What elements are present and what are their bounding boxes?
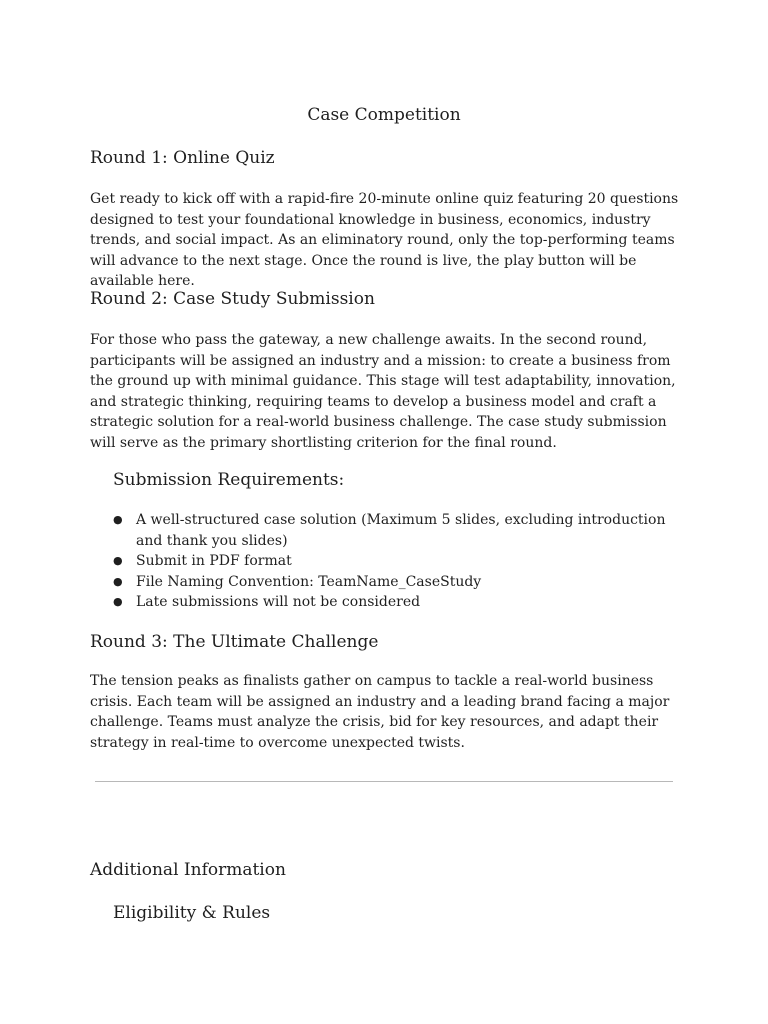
bullet-icon: ● [113,513,123,526]
list-item [112,551,682,572]
list-item [112,510,682,551]
submission-requirements-heading: Submission Requirements: [113,470,345,490]
list-item [112,572,682,593]
round-1-heading: Round 1: Online Quiz [90,148,275,168]
list-item-text: Late submissions will not be considered [136,594,421,610]
list-item-text: A well-structured case solution (Maximum 5 slides, excluding introduction and thank you slides) [136,512,666,549]
eligibility-rules-heading: Eligibility & Rules [113,903,271,923]
submission-requirements-list [112,510,682,613]
document-title: Case Competition [307,105,461,125]
bullet-icon: ● [113,595,123,608]
round-3-heading: Round 3: The Ultimate Challenge [90,632,379,652]
section-divider [95,781,673,782]
list-item-text: Submit in PDF format [136,553,292,569]
bullet-icon: ● [113,574,123,588]
round-3-description: The tension peaks as finalists gather on campus to tackle a real-world business crisis. Each team will be assigned an industry and a leading brand facing a major challenge. Teams must analyze the crisis, bid for key resources, and adapt their strategy in real-time to overcome unexpected twists. [90,673,670,751]
additional-information-heading: Additional Information [90,860,286,880]
round-1-description: Get ready to kick off with a rapid-fire 20-minute online quiz featuring 20 questions designed to test your foundational knowledge in business, economics, industry trends, and social impact. As an eliminatory round, only the top-performing teams will advance to the next stage. Once the round is live, the play button will be available here. [90,191,679,289]
list-item-text: File Naming Convention: TeamName_CaseStudy [136,573,482,590]
round-2-description: For those who pass the gateway, a new challenge awaits. In the second round, participants will be assigned an industry and a mission: to create a business from the ground up with minimal guidance. This stage will test adaptability, innovation, and strategic thinking, requiring teams to develop a business model and craft a strategic solution for a real-world business challenge. The case study submission will serve as the primary shortlisting criterion for the final round. [90,332,676,451]
bullet-icon: ● [113,554,123,567]
round-2-heading: Round 2: Case Study Submission [90,289,375,309]
list-item [112,592,682,613]
